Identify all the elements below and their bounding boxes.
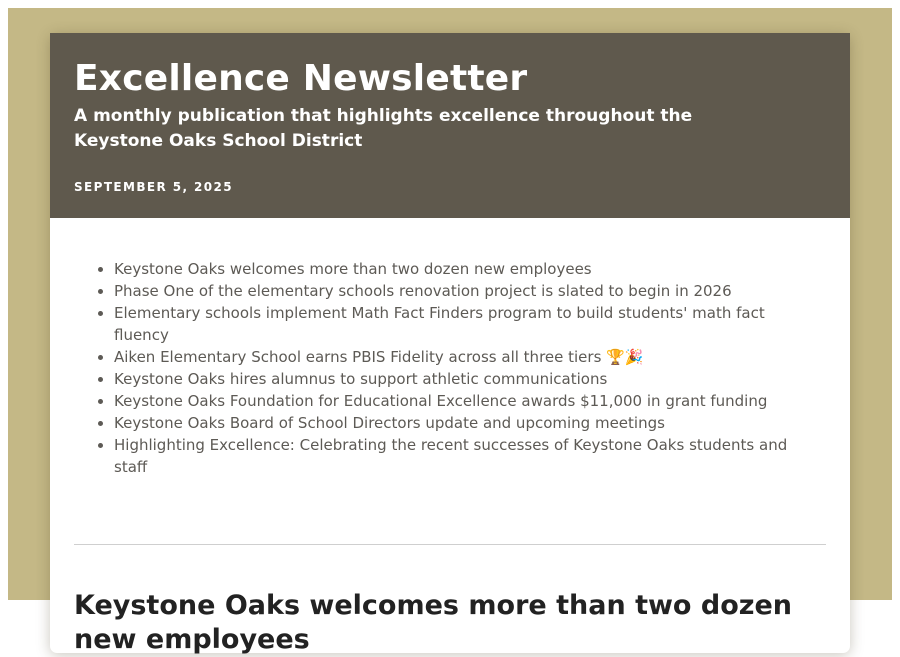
section-divider [74, 544, 826, 545]
newsletter-header [50, 33, 850, 218]
highlight-item[interactable]: • Keystone Oaks hires alumnus to support athletic communications [114, 368, 826, 390]
newsletter-content [50, 218, 850, 657]
highlight-item[interactable]: • Aiken Elementary School earns PBIS Fidelity across all three tiers 🏆🎉 [114, 346, 826, 368]
page-viewport [8, 8, 892, 655]
highlight-item[interactable]: • Phase One of the elementary schools renovation project is slated to begin in 2026 [114, 280, 826, 302]
highlights-list [74, 258, 826, 478]
highlight-item[interactable]: • Keystone Oaks Foundation for Educational Excellence awards $11,000 in grant funding [114, 390, 826, 412]
newsletter-subtitle: A monthly publication that highlights excellence throughout the Keystone Oaks School District [74, 106, 693, 151]
newsletter-date: SEPTEMBER 5, 2025 [74, 180, 234, 194]
highlight-item[interactable]: • Keystone Oaks Board of School Directors update and upcoming meetings [114, 412, 826, 434]
newsletter-title: Excellence Newsletter [74, 58, 528, 99]
highlight-item[interactable]: • Elementary schools implement Math Fact Finders program to build students' math fact fluency [114, 302, 826, 346]
newsletter-card [50, 33, 850, 653]
highlight-item[interactable]: • Keystone Oaks welcomes more than two dozen new employees [114, 258, 826, 280]
section-heading: Keystone Oaks welcomes more than two dozen new employees [74, 590, 793, 655]
highlight-item[interactable]: • Highlighting Excellence: Celebrating the recent successes of Keystone Oaks students and staff [114, 434, 826, 478]
